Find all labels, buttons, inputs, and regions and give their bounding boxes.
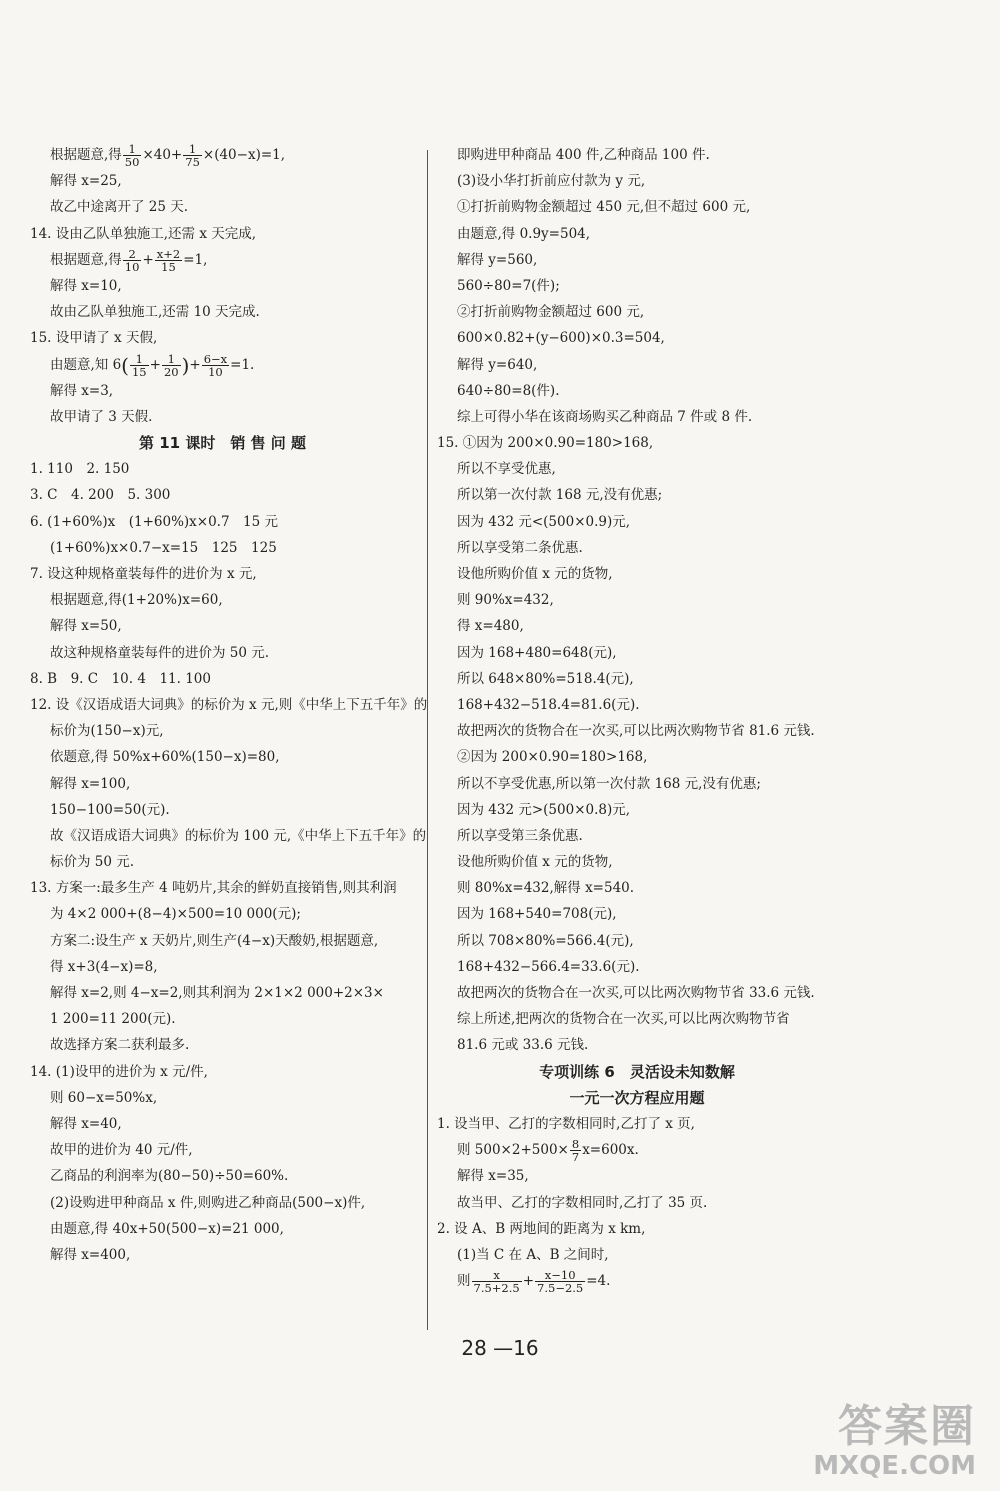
text-line: 168+432−566.4=33.6(元). <box>457 958 640 975</box>
watermark <box>813 1403 976 1481</box>
text-line: 14. 设由乙队单独施工,还需 x 天完成, <box>30 225 257 242</box>
text-line: 根据题意,得 $\frac{2}{10}$ + $\frac{x+2}{15}$ =1, <box>50 246 208 274</box>
text-line: 由题意,知 6( $\frac{1}{15}$ + $\frac{1}{20}$ )+ $\frac{6-x}{10}$ =1. <box>50 351 255 379</box>
left-column <box>30 142 428 1268</box>
text-line: 15. ①因为 200×0.90=180>168, <box>437 435 654 452</box>
text-line: 1 200=11 200(元). <box>50 1011 176 1028</box>
fraction: $\frac{1}{15}$ <box>131 351 147 379</box>
watermark-logo-text: 答案圈 <box>838 1401 976 1452</box>
text-line: 560÷80=7(件); <box>457 277 560 294</box>
text-line: 解得 x=40, <box>50 1115 122 1132</box>
text-line: ①打折前购物金额超过 450 元,但不超过 600 元, <box>457 199 751 216</box>
text-line: 12. 设《汉语成语大词典》的标价为 x 元,则《中华上下五千年》的 <box>30 696 428 713</box>
text-line: 方案二:设生产 x 天奶片,则生产(4−x)天酸奶,根据题意, <box>50 932 379 949</box>
fraction: $\frac{6-x}{10}$ <box>203 351 228 379</box>
text-line: 则 500×2+500× $\frac{8}{7}$ x=600x. <box>457 1137 639 1165</box>
text-line: 1. 110 2. 150 <box>30 461 130 478</box>
text-line: 设他所购价值 x 元的货物, <box>457 566 613 582</box>
text-line: 所以享受第三条优惠. <box>457 827 583 844</box>
text-line: 15. 设甲请了 x 天假, <box>30 330 158 347</box>
text-line: 故乙中途离开了 25 天. <box>50 199 189 216</box>
text-line: 则 60−x=50%x, <box>50 1089 158 1106</box>
text-line: 设他所购价值 x 元的货物, <box>457 854 613 871</box>
text-line: 解得 y=560, <box>457 251 538 268</box>
text-line: 2. 设 A、B 两地间的距离为 x km, <box>437 1220 646 1237</box>
text-line: 解得 x=100, <box>50 775 131 792</box>
text-line: 故由乙队单独施工,还需 10 天完成. <box>50 304 260 321</box>
text-line: 则 90%x=432, <box>457 592 554 609</box>
text-line: 依题意,得 50%x+60%(150−x)=80, <box>50 749 280 766</box>
text-line: 解得 x=2,则 4−x=2,则其利润为 2×1×2 000+2×3× <box>50 985 384 1001</box>
text-line: (3)设小华打折前应付款为 y 元, <box>457 173 646 190</box>
text-line: 故甲请了 3 天假. <box>50 408 153 425</box>
text-line: 故把两次的货物合在一次买,可以比两次购物节省 33.6 元钱. <box>457 985 815 1001</box>
text-line: 所以不享受优惠,所以第一次付款 168 元,没有优惠; <box>457 775 761 792</box>
fraction: $\frac{2}{10}$ <box>124 246 140 274</box>
text-line: 故把两次的货物合在一次买,可以比两次购物节省 81.6 元钱. <box>457 723 815 740</box>
text-line: ②因为 200×0.90=180>168, <box>457 749 648 766</box>
section-title: 专项训练 6 灵活设未知数解 <box>539 1062 735 1081</box>
text-line: 因为 432 元<(500×0.9)元, <box>457 513 631 530</box>
text-line: 解得 x=25, <box>50 173 122 190</box>
text-line: ②打折前购物金额超过 600 元, <box>457 304 645 321</box>
fraction: $\frac{8}{7}$ <box>571 1137 580 1165</box>
text-line: 1. 设当甲、乙打的字数相同时,乙打了 x 页, <box>437 1115 695 1132</box>
text-line: (1+60%)x×0.7−x=15 125 125 <box>50 539 277 556</box>
watermark-url: MXQE.COM <box>813 1451 976 1481</box>
text-line: 解得 x=35, <box>457 1168 529 1185</box>
text-line: 故甲的进价为 40 元/件, <box>50 1142 193 1159</box>
section-title: 第 11 课时 销 售 问 题 <box>139 434 306 453</box>
text-line: (1)当 C 在 A、B 之间时, <box>457 1246 609 1263</box>
fraction: $\frac{1}{50}$ <box>124 142 140 169</box>
text-line: 为 4×2 000+(8−4)×500=10 000(元); <box>50 906 301 923</box>
text-line: 81.6 元或 33.6 元钱. <box>457 1037 589 1054</box>
text-line: 因为 432 元>(500×0.8)元, <box>457 801 631 818</box>
text-line: (2)设购进甲种商品 x 件,则购进乙种商品(500−x)件, <box>50 1194 366 1211</box>
text-line: 由题意,得 40x+50(500−x)=21 000, <box>50 1220 284 1237</box>
text-line: 14. (1)设甲的进价为 x 元/件, <box>30 1063 208 1080</box>
text-line: 600×0.82+(y−600)×0.3=504, <box>457 330 665 347</box>
text-line: 综上所述,把两次的货物合在一次买,可以比两次购物节省 <box>457 1011 790 1028</box>
text-line: 得 x=480, <box>457 618 524 635</box>
fraction: $\frac{1}{75}$ <box>185 142 200 169</box>
fraction: $\frac{x-10}{7.5-2.5}$ <box>537 1268 584 1296</box>
text-line: 所以 648×80%=518.4(元), <box>457 670 634 687</box>
text-line: 故当甲、乙打的字数相同时,乙打了 35 页. <box>457 1194 708 1211</box>
text-line: 由题意,得 0.9y=504, <box>457 225 591 242</box>
text-line: 13. 方案一:最多生产 4 吨奶片,其余的鲜奶直接销售,则其利润 <box>30 880 397 897</box>
text-line: 解得 x=50, <box>50 618 122 635</box>
text-line: 解得 x=3, <box>50 382 114 399</box>
text-line: 解得 x=10, <box>50 277 122 294</box>
section-subtitle: 一元一次方程应用题 <box>569 1088 705 1107</box>
text-line: 解得 x=400, <box>50 1246 131 1263</box>
text-line: 因为 168+540=708(元), <box>457 906 617 923</box>
fraction: $\frac{1}{20}$ <box>163 351 179 379</box>
text-line: 综上可得小华在该商场购买乙种商品 7 件或 8 件. <box>457 408 753 425</box>
text-line: 标价为(150−x)元, <box>50 723 164 740</box>
fraction: $\frac{x}{7.5+2.5}$ <box>473 1268 520 1296</box>
page-number: 28 —16 <box>461 1336 539 1360</box>
text-line: 168+432−518.4=81.6(元). <box>457 696 640 713</box>
text-line: 故《汉语成语大词典》的标价为 100 元,《中华上下五千年》的 <box>50 827 427 844</box>
text-line: 所以第一次付款 168 元,没有优惠; <box>457 487 663 504</box>
text-line: 8. B 9. C 10. 4 11. 100 <box>30 670 211 687</box>
text-line: 所以享受第二条优惠. <box>457 539 583 556</box>
text-line: 6. (1+60%)x (1+60%)x×0.7 15 元 <box>30 513 279 530</box>
text-line: 即购进甲种商品 400 件,乙种商品 100 件. <box>457 147 710 163</box>
text-line: 标价为 50 元. <box>50 854 135 871</box>
fraction: $\frac{x+2}{15}$ <box>156 246 181 274</box>
text-line: 所以 708×80%=566.4(元), <box>457 932 634 949</box>
text-line: 7. 设这种规格童装每件的进价为 x 元, <box>30 566 257 582</box>
text-line: 3. C 4. 200 5. 300 <box>30 487 171 504</box>
text-line: 640÷80=8(件). <box>457 382 560 399</box>
column-divider <box>427 150 428 1330</box>
text-line: 解得 y=640, <box>457 356 538 373</box>
text-line: 乙商品的利润率为(80−50)÷50=60%. <box>50 1168 289 1185</box>
text-line: 得 x+3(4−x)=8, <box>50 958 158 975</box>
text-line: 150−100=50(元). <box>50 801 170 818</box>
text-line: 所以不享受优惠, <box>457 461 556 478</box>
text-line: 因为 168+480=648(元), <box>457 644 617 661</box>
text-line: 根据题意,得 $\frac{1}{50}$ ×40+ $\frac{1}{75}$ ×(40−x)=1, <box>50 142 286 169</box>
text-line: 则 $\frac{x}{7.5+2.5}$ + $\frac{x-10}{7.5-2.5}$ =4. <box>457 1268 611 1296</box>
text-line: 则 80%x=432,解得 x=540. <box>457 880 635 897</box>
text-line: 故选择方案二获利最多. <box>50 1037 190 1054</box>
text-line: 故这种规格童装每件的进价为 50 元. <box>50 644 270 661</box>
right-column <box>437 142 837 1294</box>
text-line: 根据题意,得(1+20%)x=60, <box>50 592 223 609</box>
